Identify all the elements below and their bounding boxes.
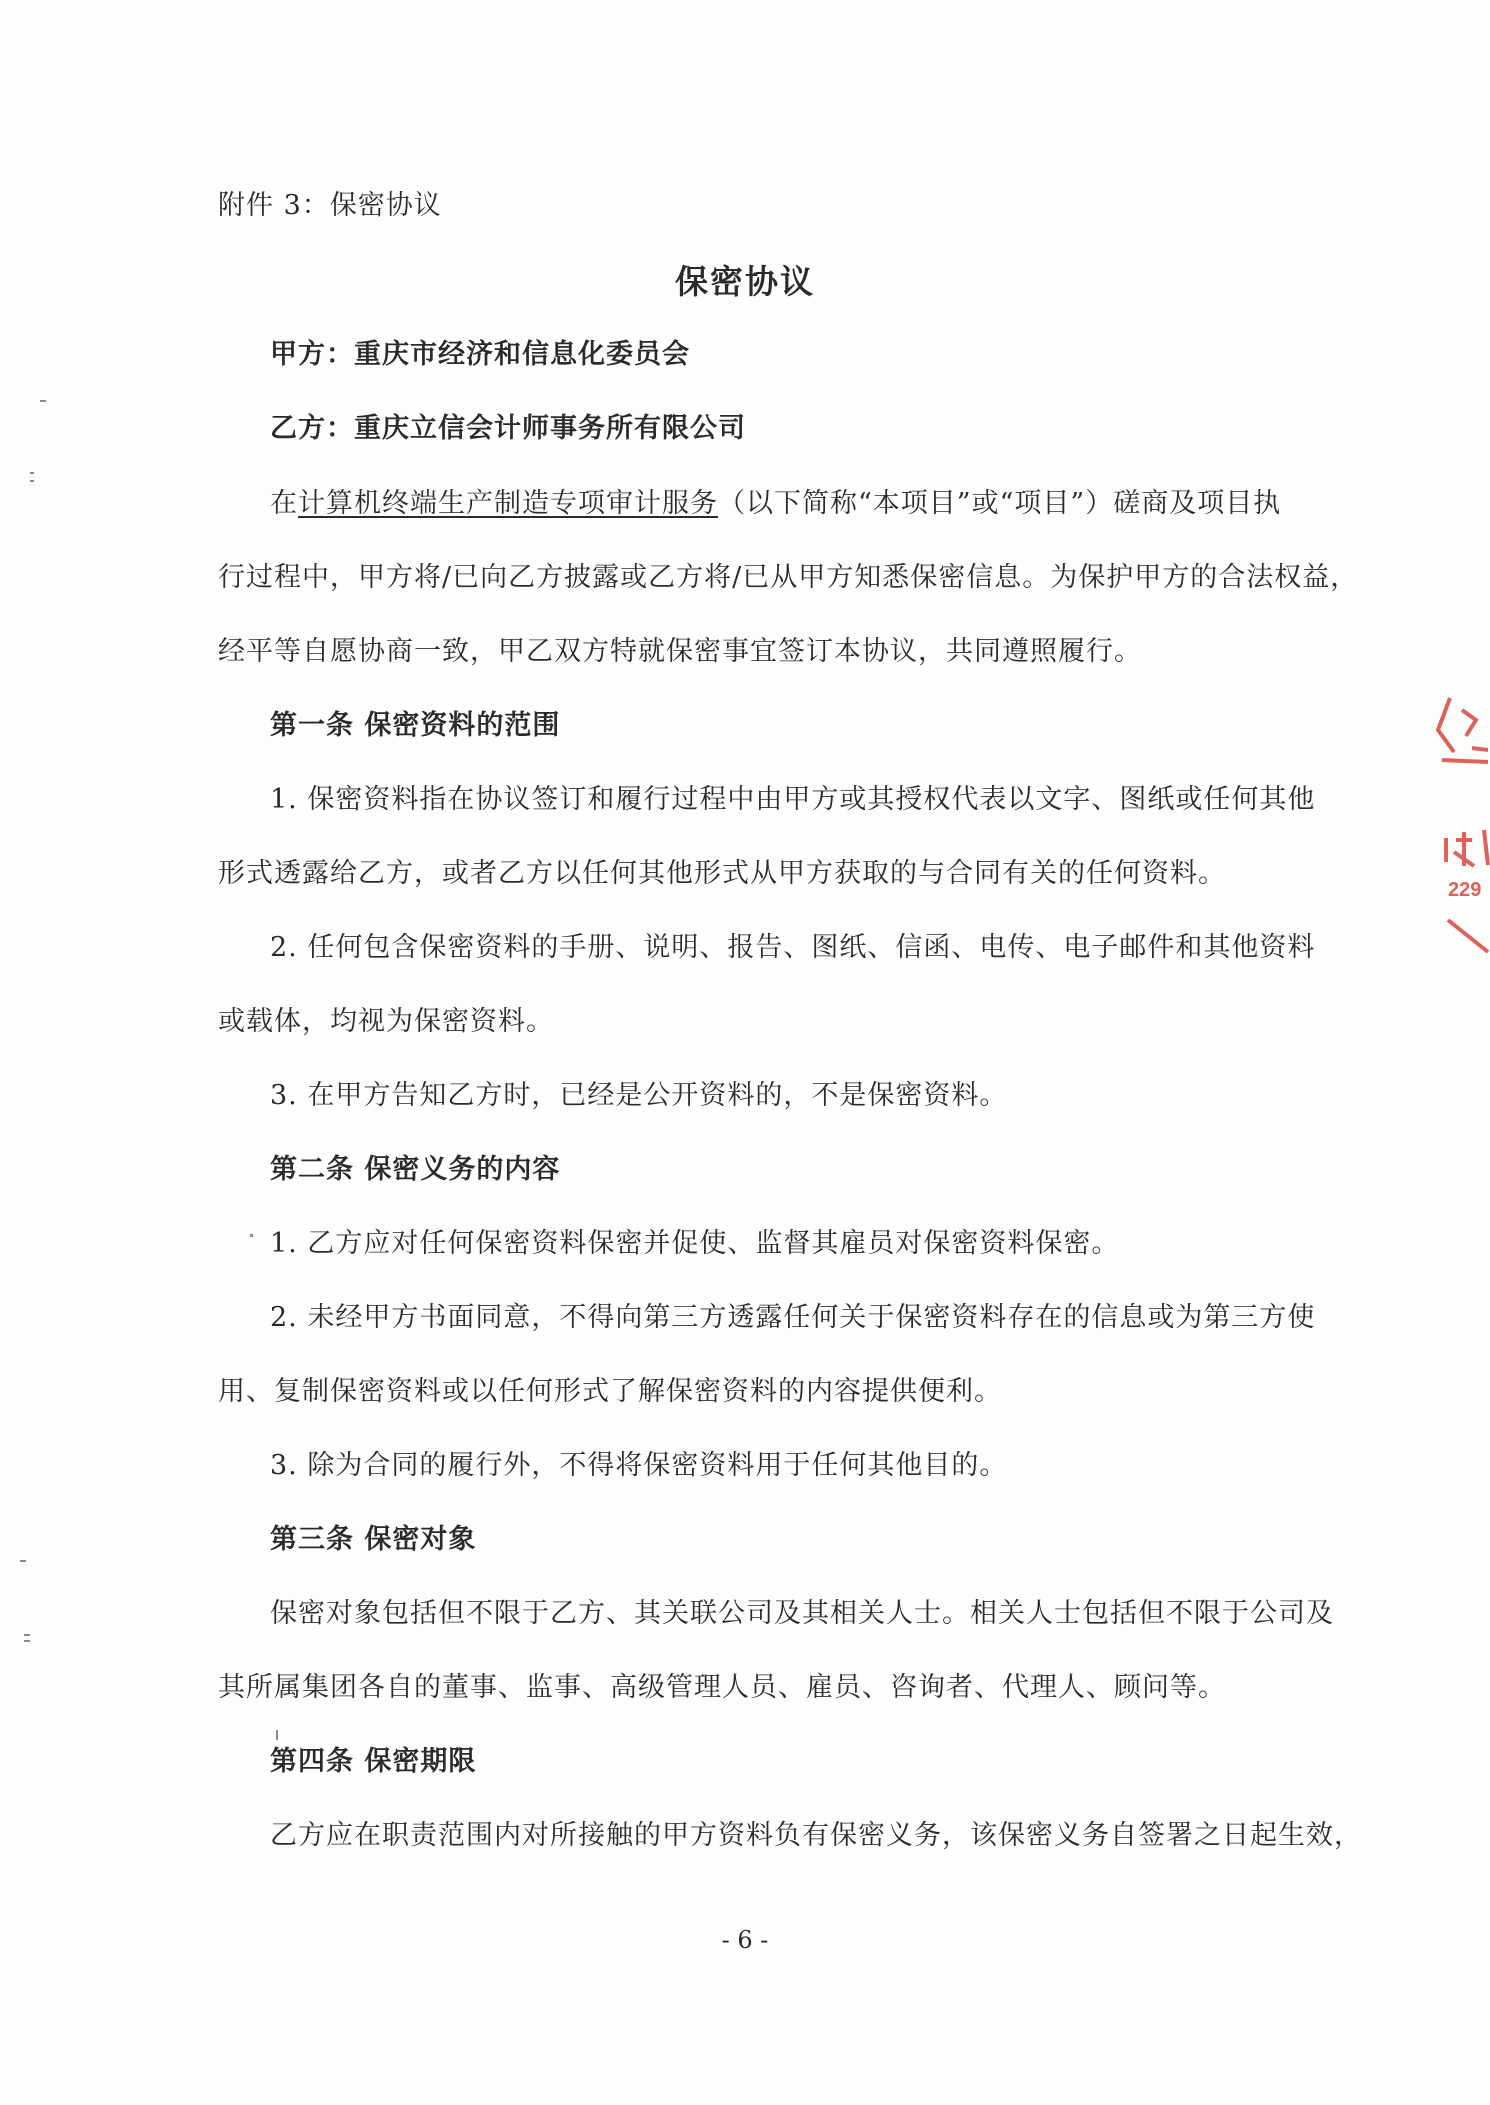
article-1-item-3: 3. 在甲方告知乙方时，已经是公开资料的，不是保密资料。 — [270, 1080, 1008, 1111]
article-2-item-2-line-1: 2. 未经甲方书面同意，不得向第三方透露任何关于保密资料存在的信息或为第三方使 — [270, 1302, 1316, 1333]
project-name: 计算机终端生产制造专项审计服务 — [298, 488, 718, 519]
scan-speck — [20, 1560, 26, 1562]
article-2-item-2-line-2: 用、复制保密资料或以任何形式了解保密资料的内容提供便利。 — [218, 1376, 1002, 1407]
intro-line-3: 经平等自愿协商一致，甲乙双方特就保密事宜签订本协议，共同遵照履行。 — [218, 636, 1142, 667]
article-2-item-1: 1. 乙方应对任何保密资料保密并促使、监督其雇员对保密资料保密。 — [270, 1228, 1120, 1259]
intro-line-2: 行过程中，甲方将/已向乙方披露或乙方将/已从甲方知悉保密信息。为保护甲方的合法权益， — [218, 562, 1359, 593]
scan-speck — [250, 1234, 253, 1237]
party-a: 甲方：重庆市经济和信息化委员会 — [270, 339, 690, 370]
scan-speck — [30, 472, 34, 474]
page-number: - 6 - — [721, 1926, 769, 1954]
seal-stamp-edge — [1432, 690, 1490, 960]
article-3-line-1: 保密对象包括但不限于乙方、其关联公司及其相关人士。相关人士包括但不限于公司及 — [270, 1598, 1334, 1629]
article-1-item-1-line-2: 形式透露给乙方，或者乙方以任何其他形式从甲方获取的与合同有关的任何资料。 — [218, 858, 1226, 889]
article-2-heading: 第二条 保密义务的内容 — [270, 1154, 561, 1185]
article-2-item-3: 3. 除为合同的履行外，不得将保密资料用于任何其他目的。 — [270, 1450, 1008, 1481]
article-1-item-1-line-1: 1. 保密资料指在协议签订和履行过程中由甲方或其授权代表以文字、图纸或任何其他 — [270, 784, 1316, 815]
article-1-item-2-line-1: 2. 任何包含保密资料的手册、说明、报告、图纸、信函、电传、电子邮件和其他资料 — [270, 932, 1316, 963]
article-3-line-2: 其所属集团各自的董事、监事、高级管理人员、雇员、咨询者、代理人、顾问等。 — [218, 1672, 1226, 1703]
intro-line-1-rest: （以下简称“本项目”或“项目”）磋商及项目执 — [718, 488, 1282, 519]
scan-speck — [24, 1640, 30, 1642]
article-3-heading: 第三条 保密对象 — [270, 1524, 477, 1555]
scan-speck — [30, 480, 34, 482]
intro-line-1 — [270, 486, 1310, 522]
intro-prefix: 在 — [270, 488, 298, 519]
party-b: 乙方：重庆立信会计师事务所有限公司 — [270, 413, 746, 444]
article-1-heading: 第一条 保密资料的范围 — [270, 710, 561, 741]
article-1-item-2-line-2: 或载体，均视为保密资料。 — [218, 1006, 554, 1037]
article-4-line-1: 乙方应在职责范围内对所接触的甲方资料负有保密义务，该保密义务自签署之日起生效， — [270, 1820, 1362, 1851]
scan-speck — [40, 400, 46, 402]
page-title: 保密协议 — [675, 262, 815, 301]
attachment-heading: 附件 3：保密协议 — [218, 190, 442, 221]
article-4-heading: 第四条 保密期限 — [270, 1746, 477, 1777]
scan-speck — [276, 1730, 278, 1740]
scan-speck — [24, 1634, 30, 1636]
svg-text:229: 229 — [1448, 879, 1482, 901]
